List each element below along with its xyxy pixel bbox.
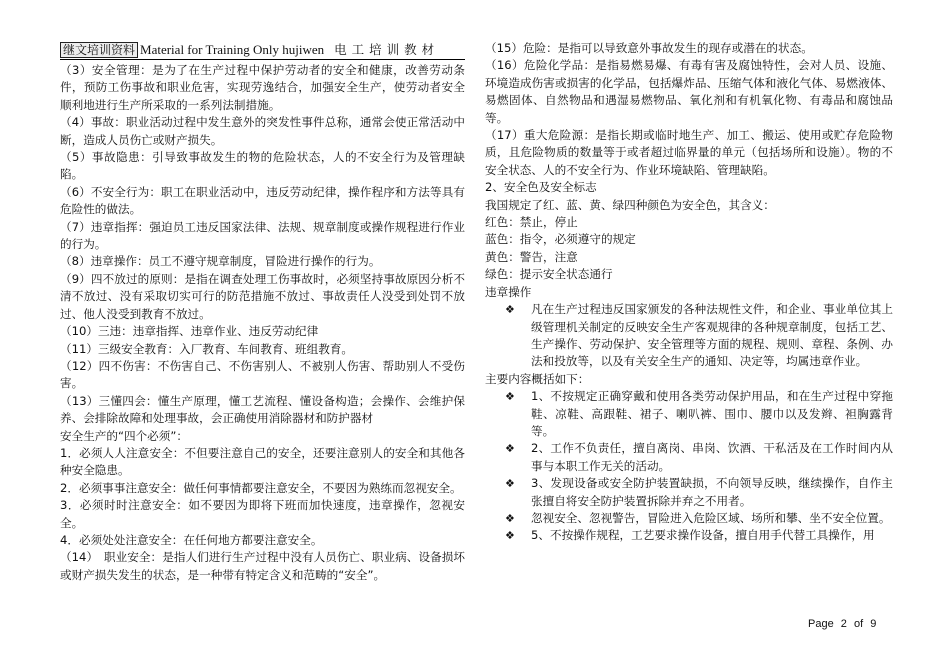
right-subheading: 主要内容概括如下： bbox=[485, 371, 590, 386]
header-rule bbox=[60, 59, 465, 60]
list-item bbox=[485, 527, 893, 544]
paragraph: 绿色：提示安全状态通行 bbox=[485, 267, 613, 282]
list-item-text: 1、不按规定正确穿戴和使用各类劳动保护用品，和在生产过程中穿拖鞋、凉鞋、高跟鞋、裙子、喇叭裤、围巾、腰巾以及发辫、袒胸露背等。 bbox=[531, 389, 893, 438]
page-header bbox=[60, 40, 465, 59]
diamond-bullet-icon: ❖ bbox=[505, 442, 515, 456]
paragraph: 2、安全色及安全标志 bbox=[485, 180, 597, 195]
header-chinese: 电工培训教材 bbox=[334, 42, 440, 57]
paragraph: 1．必须人人注意安全：不但要注意自己的安全，还要注意别人的安全和其他各种安全隐患。 bbox=[60, 445, 465, 478]
paragraph: （10）三违：违章指挥、违章作业、违反劳动纪律 bbox=[60, 324, 319, 339]
diamond-bullet-icon: ❖ bbox=[505, 511, 515, 525]
paragraph: （3）安全管理：是为了在生产过程中保护劳动者的安全和健康，改善劳动条件，预防工伤事故和职业危害，实现劳逸结合，加强安全生产，使劳动者安全顺利地进行生产所采取的一系列法制措施。 bbox=[60, 63, 465, 112]
bullet-list-violations bbox=[485, 301, 893, 371]
left-column bbox=[60, 40, 465, 584]
footer-total-pages: 9 bbox=[870, 618, 877, 630]
paragraph: （7）违章指挥：强迫员工违反国家法律、法规、规章制度或操作规程进行作业的行为。 bbox=[60, 219, 465, 252]
paragraph: （14） 职业安全：是指人们进行生产过程中没有人员伤亡、职业病、设备损坏或财产损失发生的状态，是一种带有特定含义和范畴的“安全”。 bbox=[60, 550, 465, 582]
diamond-bullet-icon: ❖ bbox=[505, 529, 515, 543]
paragraph: 违章操作 bbox=[485, 284, 532, 299]
list-item-text: 忽视安全、忽视警告，冒险进入危险区域、场所和攀、坐不安全位置。 bbox=[531, 510, 891, 525]
list-item-text: 5、不按操作规程，工艺要求操作设备，擅自用手代替工具操作，用 bbox=[531, 528, 875, 543]
list-item-text: 3、发现设备或安全防护装置缺损，不向领导反映，继续操作，自作主张擅自将安全防护装置拆除并弃之不用者。 bbox=[531, 476, 893, 508]
paragraph: 蓝色：指令，必须遵守的规定 bbox=[485, 232, 636, 247]
footer-page-number: 2 bbox=[840, 618, 847, 630]
paragraph: （15）危险：是指可以导致意外事故发生的现存或潜在的状态。 bbox=[485, 41, 813, 55]
paragraph: 黄色：警告，注意 bbox=[485, 249, 578, 264]
paragraph: （17）重大危险源：是指长期或临时地生产、加工、搬运、使用或贮存危险物质，且危险物质的数量等于或者超过临界量的单元（包括场所和设施）。物的不安全状态、人的不安全行为、作业环境缺陷、管理缺陷。 bbox=[485, 128, 893, 177]
right-body-top bbox=[485, 40, 893, 301]
paragraph: 4．必须处处注意安全：在任何地方都要注意安全。 bbox=[60, 532, 323, 547]
paragraph: （6）不安全行为：职工在职业活动中，违反劳动纪律，操作程序和方法等具有危险性的做法。 bbox=[60, 184, 465, 217]
page-footer bbox=[808, 618, 876, 630]
paragraph: 2．必须事事注意安全：做任何事情都要注意安全，不要因为熟练而忽视安全。 bbox=[60, 480, 462, 495]
left-body bbox=[60, 62, 465, 584]
list-item bbox=[485, 440, 893, 475]
list-item-text: 2、工作不负责任，擅自离岗、串岗、饮酒、干私活及在工作时间内从事与本职工作无关的活动。 bbox=[531, 441, 893, 473]
paragraph: （11）三级安全教育：入厂教育、车间教育、班组教育。 bbox=[60, 341, 354, 356]
header-english: Material for Training Only hujiwen bbox=[140, 42, 325, 57]
list-item bbox=[485, 510, 893, 527]
list-item bbox=[485, 475, 893, 510]
diamond-bullet-icon: ❖ bbox=[505, 303, 515, 317]
paragraph: （16）危险化学品：是指易燃易爆、有毒有害及腐蚀特性，会对人员、设施、环境造成伤害或损害的化学品，包括爆炸品、压缩气体和液化气体、易燃液体、易燃固体、自然物品和遇湿易燃物品、氧化剂和有机氧化物、有毒品和腐蚀品等。 bbox=[485, 58, 893, 125]
list-item-text: 凡在生产过程违反国家颁发的各种法规性文件，和企业、事业单位其上级管理机关制定的反映安全生产客观规律的各种规章制度，包括工艺、生产操作、劳动保护、安全管理等方面的规程、规则、章程、条例、办法和投放等，以及有关安全生产的通知、决定等，均属违章作业。 bbox=[531, 302, 893, 369]
paragraph: （4）事故：职业活动过程中发生意外的突发性事件总称，通常会使正常活动中断，造成人员伤亡或财产损失。 bbox=[60, 115, 465, 147]
diamond-bullet-icon: ❖ bbox=[505, 390, 515, 404]
right-column bbox=[485, 40, 893, 545]
paragraph: 安全生产的“四个必须”： bbox=[60, 428, 188, 443]
footer-of-label: of bbox=[853, 618, 864, 630]
paragraph: （13）三懂四会：懂生产原理，懂工艺流程、懂设备构造；会操作、会维护保养、会排除故障和处理事故，会正确使用消除器材和防护器材 bbox=[60, 393, 465, 426]
paragraph: 红色：禁止，停止 bbox=[485, 215, 578, 230]
header-tag: 继文培训资料 bbox=[60, 42, 138, 58]
diamond-bullet-icon: ❖ bbox=[505, 477, 515, 491]
list-item bbox=[485, 301, 893, 371]
paragraph: （12）四不伤害：不伤害自己、不伤害别人、不被别人伤害、帮助别人不受伤害。 bbox=[60, 358, 465, 391]
bullet-list-contents bbox=[485, 388, 893, 545]
paragraph: 我国规定了红、蓝、黄、绿四种颜色为安全色，其含义： bbox=[485, 197, 775, 212]
paragraph: （9）四不放过的原则：是指在调查处理工伤事故时，必须坚持事故原因分析不清不放过、没有采取切实可行的防范措施不放过、事故责任人没受到处罚不放过、他人没受到教育不放过。 bbox=[60, 271, 465, 321]
paragraph: （5）事故隐患：引导致事故发生的物的危险状态，人的不安全行为及管理缺陷。 bbox=[60, 150, 465, 182]
footer-page-label: Page bbox=[808, 618, 834, 630]
list-item bbox=[485, 388, 893, 440]
paragraph: （8）违章操作：员工不遵守规章制度，冒险进行操作的行为。 bbox=[60, 254, 381, 269]
paragraph: 3．必须时时注意安全：如不要因为即将下班而加快速度，违章操作，忽视安全。 bbox=[60, 498, 465, 530]
